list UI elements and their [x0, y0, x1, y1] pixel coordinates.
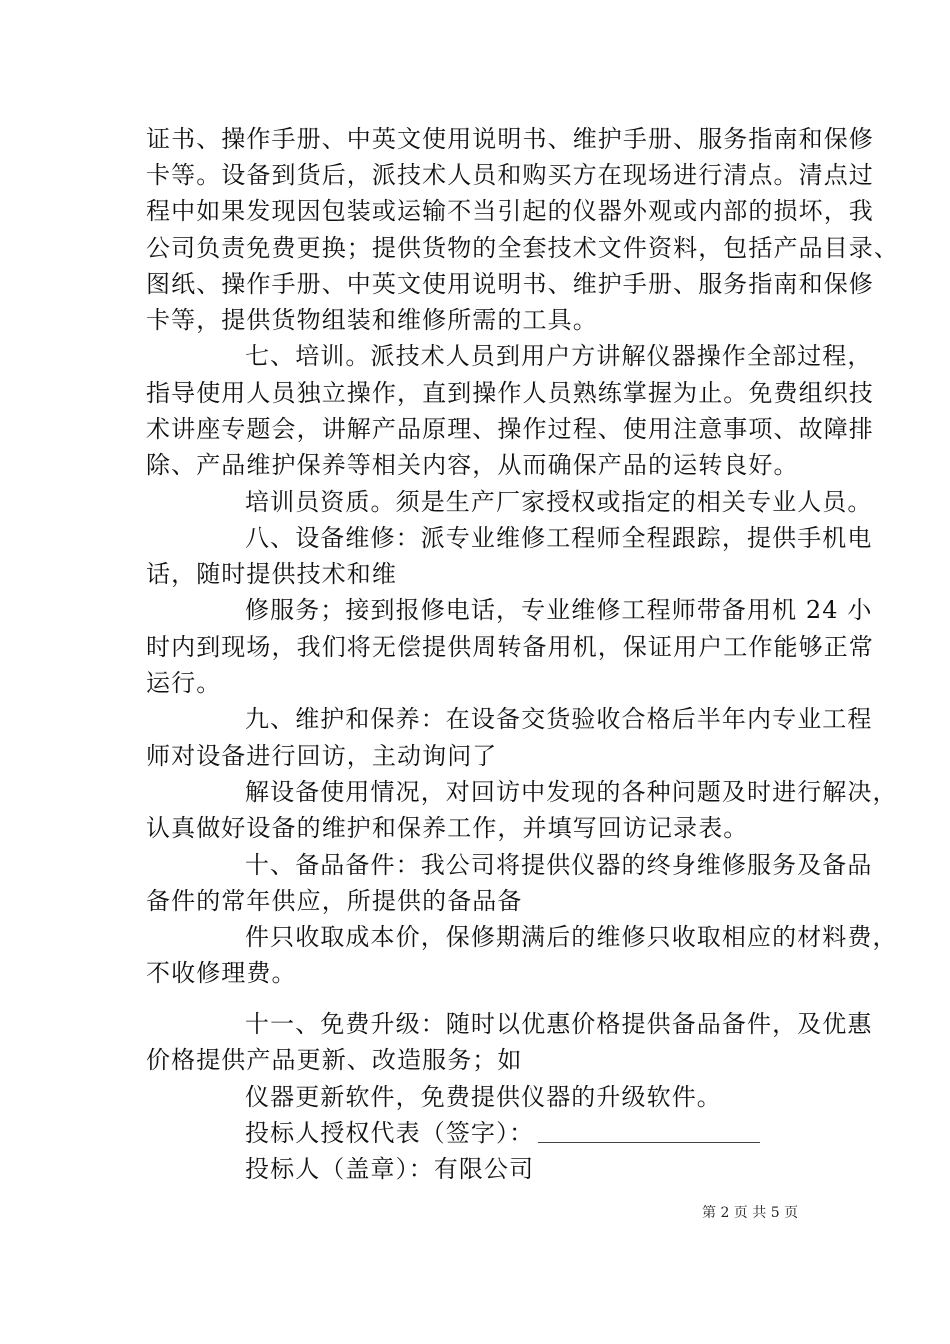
section-7-heading: 七、培训。派技术人员到用户方讲解仪器操作全部过程， — [245, 342, 873, 370]
seal-line: 投标人（盖章）：有限公司 — [245, 1155, 535, 1183]
text-line: 卡等，提供货物组装和维修所需的工具。 — [146, 306, 598, 334]
text-line: 仪器更新软件，免费提供仪器的升级软件。 — [245, 1083, 722, 1111]
text-line: 不收修理费。 — [146, 959, 297, 987]
text-line: 解设备使用情况，对回访中发现的各种问题及时进行解决， — [245, 778, 898, 806]
text-line: 程中如果发现因包装或运输不当引起的仪器外观或内部的损坏，我 — [146, 197, 874, 225]
signature-line — [245, 1118, 760, 1148]
text-line: 师对设备进行回访，主动询问了 — [146, 742, 498, 770]
text-line: 除、产品维护保养等相关内容，从而确保产品的运转良好。 — [146, 451, 799, 479]
text-line: 卡等。设备到货后，派技术人员和购买方在现场进行清点。清点过 — [146, 161, 874, 189]
text-line: 指导使用人员独立操作，直到操作人员熟练掌握为止。免费组织技 — [146, 379, 874, 407]
text-line: 认真做好设备的维护和保养工作，并填写回访记录表。 — [146, 814, 749, 842]
text-line: 证书、操作手册、中英文使用说明书、维护手册、服务指南和保修 — [146, 125, 874, 153]
signature-label: 投标人授权代表（签字）： — [245, 1119, 535, 1147]
text-line: 图纸、操作手册、中英文使用说明书、维护手册、服务指南和保修 — [146, 270, 874, 298]
text-line: 运行。 — [146, 669, 222, 697]
trainer-qualification: 培训员资质。须是生产厂家授权或指定的相关专业人员。 — [245, 488, 873, 516]
text-line: 修服务；接到报修电话，专业维修工程师带备用机 24 小 — [245, 596, 873, 624]
text-line: 件只收取成本价，保修期满后的维修只收取相应的材料费， — [245, 923, 898, 951]
section-11-heading: 十一、免费升级：随时以优惠价格提供备品备件，及优惠 — [245, 1010, 873, 1038]
text-line: 公司负责免费更换；提供货物的全套技术文件资料，包括产品目录、 — [146, 234, 899, 262]
text-line: 术讲座专题会，讲解产品原理、操作过程、使用注意事项、故障排 — [146, 415, 874, 443]
section-10-heading: 十、备品备件：我公司将提供仪器的终身维修服务及备品 — [245, 851, 873, 879]
section-8-heading: 八、设备维修：派专业维修工程师全程跟踪，提供手机电 — [245, 524, 873, 552]
text-line: 价格提供产品更新、改造服务；如 — [146, 1046, 523, 1074]
section-9-heading: 九、维护和保养：在设备交货验收合格后半年内专业工程 — [245, 705, 873, 733]
text-line: 备件的常年供应，所提供的备品备 — [146, 887, 523, 915]
page-footer: 第 2 页 共 5 页 — [702, 1205, 799, 1221]
signature-blank — [538, 1120, 760, 1143]
text-line: 时内到现场，我们将无偿提供周转备用机，保证用户工作能够正常 — [146, 633, 874, 661]
text-line: 话，随时提供技术和维 — [146, 560, 397, 588]
